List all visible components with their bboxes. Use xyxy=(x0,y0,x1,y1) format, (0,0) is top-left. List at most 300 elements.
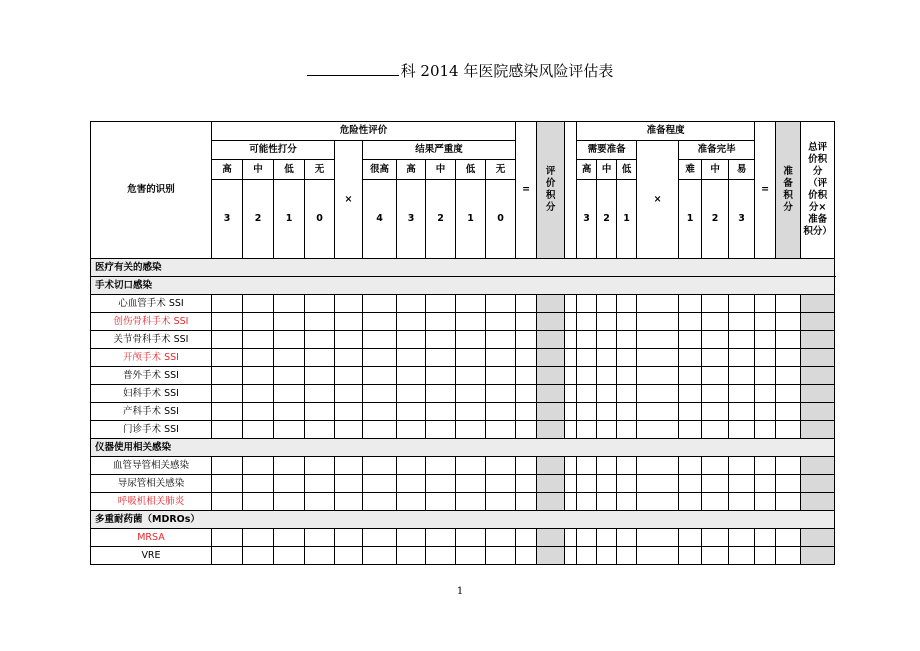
score-cell[interactable] xyxy=(397,547,426,565)
score-cell[interactable] xyxy=(577,331,597,349)
score-cell[interactable] xyxy=(755,547,776,565)
score-cell[interactable] xyxy=(755,529,776,547)
score-cell[interactable] xyxy=(577,475,597,493)
score-cell[interactable] xyxy=(397,421,426,439)
score-cell[interactable] xyxy=(679,529,702,547)
prep-score-cell[interactable] xyxy=(801,403,835,421)
prep-score-cell[interactable] xyxy=(801,349,835,367)
score-cell[interactable] xyxy=(212,331,243,349)
score-cell[interactable] xyxy=(397,367,426,385)
score-cell[interactable] xyxy=(776,313,801,331)
section-title: 医疗有关的感染 xyxy=(91,259,835,277)
score-cell[interactable] xyxy=(637,367,679,385)
score-cell[interactable] xyxy=(729,493,755,511)
score-cell[interactable] xyxy=(729,313,755,331)
score-cell[interactable] xyxy=(486,295,516,313)
score-cell[interactable] xyxy=(637,295,679,313)
score-cell xyxy=(565,403,577,421)
score-cell[interactable] xyxy=(637,493,679,511)
score-cell[interactable] xyxy=(274,385,305,403)
score-cell[interactable] xyxy=(776,331,801,349)
score-cell[interactable] xyxy=(702,367,729,385)
score-cell[interactable] xyxy=(426,457,456,475)
score-cell[interactable] xyxy=(486,403,516,421)
score-cell[interactable] xyxy=(363,367,397,385)
score-cell[interactable] xyxy=(577,529,597,547)
score-cell[interactable] xyxy=(305,349,335,367)
score-cell[interactable] xyxy=(702,529,729,547)
score-cell[interactable] xyxy=(274,295,305,313)
score-cell[interactable] xyxy=(426,313,456,331)
score-cell[interactable] xyxy=(212,313,243,331)
prep-score-cell[interactable] xyxy=(801,475,835,493)
score-cell[interactable] xyxy=(577,349,597,367)
score-cell[interactable] xyxy=(755,403,776,421)
score-cell[interactable] xyxy=(617,313,637,331)
eval-score-cell[interactable] xyxy=(537,313,565,331)
eval-score-cell[interactable] xyxy=(537,349,565,367)
score-cell[interactable] xyxy=(516,529,537,547)
prep-score-cell[interactable] xyxy=(801,457,835,475)
score-cell[interactable] xyxy=(305,403,335,421)
prep-score-cell[interactable] xyxy=(801,529,835,547)
score-cell[interactable] xyxy=(597,475,617,493)
score-cell[interactable] xyxy=(637,457,679,475)
score-cell[interactable] xyxy=(274,457,305,475)
score-cell[interactable] xyxy=(486,529,516,547)
score-cell[interactable] xyxy=(679,331,702,349)
score-cell[interactable] xyxy=(305,457,335,475)
score-cell[interactable] xyxy=(243,295,274,313)
score-cell[interactable] xyxy=(617,349,637,367)
score-cell[interactable] xyxy=(597,493,617,511)
prep-score-cell[interactable] xyxy=(801,295,835,313)
score-cell[interactable] xyxy=(597,547,617,565)
prob-score: 0 xyxy=(305,180,335,259)
score-cell[interactable] xyxy=(755,331,776,349)
score-cell[interactable] xyxy=(702,295,729,313)
score-cell[interactable] xyxy=(702,385,729,403)
score-cell[interactable] xyxy=(243,385,274,403)
prep-score-cell[interactable] xyxy=(801,313,835,331)
prep-score-cell[interactable] xyxy=(801,331,835,349)
score-cell[interactable] xyxy=(516,421,537,439)
score-cell[interactable] xyxy=(426,385,456,403)
done-score: 2 xyxy=(702,180,729,259)
score-cell[interactable] xyxy=(426,529,456,547)
section-title: 手术切口感染 xyxy=(91,277,835,295)
score-cell[interactable] xyxy=(486,349,516,367)
score-cell[interactable] xyxy=(274,313,305,331)
score-cell[interactable] xyxy=(679,403,702,421)
score-cell[interactable] xyxy=(755,475,776,493)
score-cell[interactable] xyxy=(305,529,335,547)
score-cell[interactable] xyxy=(305,313,335,331)
score-cell[interactable] xyxy=(617,457,637,475)
prep-score-cell[interactable] xyxy=(801,367,835,385)
score-cell[interactable] xyxy=(516,295,537,313)
score-cell[interactable] xyxy=(577,385,597,403)
hazard-label: 导尿管相关感染 xyxy=(91,475,212,493)
score-cell[interactable] xyxy=(426,493,456,511)
score-cell[interactable] xyxy=(243,475,274,493)
score-cell[interactable] xyxy=(679,547,702,565)
score-cell[interactable] xyxy=(243,457,274,475)
score-cell[interactable] xyxy=(755,313,776,331)
score-cell[interactable] xyxy=(243,313,274,331)
score-cell[interactable] xyxy=(426,547,456,565)
score-cell[interactable] xyxy=(702,475,729,493)
score-cell[interactable] xyxy=(729,547,755,565)
score-cell[interactable] xyxy=(456,403,486,421)
score-cell[interactable] xyxy=(363,349,397,367)
score-cell[interactable] xyxy=(363,493,397,511)
score-cell[interactable] xyxy=(212,421,243,439)
score-cell[interactable] xyxy=(456,349,486,367)
score-cell[interactable] xyxy=(679,475,702,493)
score-cell[interactable] xyxy=(516,493,537,511)
score-cell[interactable] xyxy=(486,385,516,403)
score-cell[interactable] xyxy=(597,385,617,403)
prep-score-cell[interactable] xyxy=(801,385,835,403)
score-cell[interactable] xyxy=(335,295,363,313)
score-cell[interactable] xyxy=(305,493,335,511)
table-row xyxy=(91,403,835,421)
score-cell[interactable] xyxy=(426,403,456,421)
score-cell[interactable] xyxy=(755,421,776,439)
score-cell[interactable] xyxy=(776,421,801,439)
score-cell[interactable] xyxy=(397,295,426,313)
score-cell[interactable] xyxy=(577,493,597,511)
score-cell[interactable] xyxy=(456,529,486,547)
score-cell[interactable] xyxy=(212,457,243,475)
score-cell[interactable] xyxy=(486,547,516,565)
score-cell[interactable] xyxy=(776,295,801,313)
score-cell[interactable] xyxy=(597,313,617,331)
prep-score-cell[interactable] xyxy=(801,493,835,511)
score-cell[interactable] xyxy=(637,529,679,547)
score-cell[interactable] xyxy=(335,349,363,367)
score-cell[interactable] xyxy=(274,421,305,439)
score-cell[interactable] xyxy=(679,367,702,385)
score-cell[interactable] xyxy=(679,385,702,403)
score-cell[interactable] xyxy=(243,529,274,547)
score-cell[interactable] xyxy=(212,547,243,565)
score-cell[interactable] xyxy=(702,331,729,349)
score-cell[interactable] xyxy=(456,493,486,511)
score-cell[interactable] xyxy=(617,547,637,565)
eval-score-cell[interactable] xyxy=(537,493,565,511)
score-cell[interactable] xyxy=(776,529,801,547)
score-cell[interactable] xyxy=(702,421,729,439)
eval-score-cell[interactable] xyxy=(537,385,565,403)
score-cell[interactable] xyxy=(755,295,776,313)
score-cell[interactable] xyxy=(363,385,397,403)
prep-score-cell[interactable] xyxy=(801,547,835,565)
score-cell[interactable] xyxy=(729,349,755,367)
score-cell[interactable] xyxy=(335,367,363,385)
score-cell[interactable] xyxy=(243,349,274,367)
score-cell[interactable] xyxy=(456,331,486,349)
prep-score-cell[interactable] xyxy=(801,421,835,439)
score-cell[interactable] xyxy=(729,403,755,421)
eval-score-cell[interactable] xyxy=(537,475,565,493)
score-cell[interactable] xyxy=(426,475,456,493)
score-cell[interactable] xyxy=(456,547,486,565)
score-cell[interactable] xyxy=(577,367,597,385)
score-cell[interactable] xyxy=(305,385,335,403)
score-cell[interactable] xyxy=(755,385,776,403)
eval-score-cell[interactable] xyxy=(537,547,565,565)
score-cell[interactable] xyxy=(212,295,243,313)
score-cell[interactable] xyxy=(516,475,537,493)
score-cell[interactable] xyxy=(397,457,426,475)
score-cell[interactable] xyxy=(335,313,363,331)
score-cell[interactable] xyxy=(335,421,363,439)
score-cell[interactable] xyxy=(363,547,397,565)
score-cell[interactable] xyxy=(617,493,637,511)
score-cell[interactable] xyxy=(397,331,426,349)
score-cell[interactable] xyxy=(597,421,617,439)
score-cell[interactable] xyxy=(397,385,426,403)
score-cell[interactable] xyxy=(274,367,305,385)
score-cell[interactable] xyxy=(305,331,335,349)
score-cell[interactable] xyxy=(363,457,397,475)
score-cell[interactable] xyxy=(486,475,516,493)
score-cell[interactable] xyxy=(243,493,274,511)
score-cell[interactable] xyxy=(702,493,729,511)
score-cell[interactable] xyxy=(486,367,516,385)
score-cell[interactable] xyxy=(212,529,243,547)
score-cell[interactable] xyxy=(617,331,637,349)
score-cell[interactable] xyxy=(274,529,305,547)
score-cell[interactable] xyxy=(335,385,363,403)
score-cell[interactable] xyxy=(486,331,516,349)
table-row xyxy=(91,421,835,439)
score-cell[interactable] xyxy=(637,475,679,493)
score-cell[interactable] xyxy=(755,367,776,385)
score-cell[interactable] xyxy=(597,349,617,367)
score-cell[interactable] xyxy=(426,295,456,313)
eval-score-cell[interactable] xyxy=(537,529,565,547)
score-cell[interactable] xyxy=(274,475,305,493)
score-cell[interactable] xyxy=(243,403,274,421)
score-cell[interactable] xyxy=(456,313,486,331)
score-cell[interactable] xyxy=(755,457,776,475)
score-cell[interactable] xyxy=(617,421,637,439)
score-cell[interactable] xyxy=(456,421,486,439)
score-cell[interactable] xyxy=(274,493,305,511)
score-cell[interactable] xyxy=(243,421,274,439)
score-cell[interactable] xyxy=(363,475,397,493)
score-cell[interactable] xyxy=(755,349,776,367)
score-cell[interactable] xyxy=(776,547,801,565)
eval-score-cell[interactable] xyxy=(537,295,565,313)
score-cell[interactable] xyxy=(426,349,456,367)
score-cell[interactable] xyxy=(516,457,537,475)
score-cell[interactable] xyxy=(243,367,274,385)
score-cell[interactable] xyxy=(729,367,755,385)
score-cell[interactable] xyxy=(397,529,426,547)
score-cell[interactable] xyxy=(335,529,363,547)
score-cell[interactable] xyxy=(397,349,426,367)
score-cell[interactable] xyxy=(516,313,537,331)
score-cell[interactable] xyxy=(679,295,702,313)
score-cell[interactable] xyxy=(243,547,274,565)
score-cell[interactable] xyxy=(577,421,597,439)
score-cell[interactable] xyxy=(212,385,243,403)
score-cell[interactable] xyxy=(729,529,755,547)
score-cell[interactable] xyxy=(516,367,537,385)
score-cell[interactable] xyxy=(274,547,305,565)
eval-score-cell[interactable] xyxy=(537,367,565,385)
score-cell[interactable] xyxy=(577,547,597,565)
score-cell[interactable] xyxy=(597,295,617,313)
score-cell[interactable] xyxy=(617,475,637,493)
score-cell[interactable] xyxy=(426,421,456,439)
score-cell[interactable] xyxy=(617,403,637,421)
score-cell[interactable] xyxy=(617,367,637,385)
score-cell[interactable] xyxy=(637,547,679,565)
score-cell[interactable] xyxy=(397,493,426,511)
score-cell[interactable] xyxy=(637,385,679,403)
need-level: 中 xyxy=(597,160,617,180)
score-cell[interactable] xyxy=(456,295,486,313)
score-cell[interactable] xyxy=(397,403,426,421)
score-cell[interactable] xyxy=(597,457,617,475)
score-cell[interactable] xyxy=(597,403,617,421)
score-cell[interactable] xyxy=(243,331,274,349)
score-cell[interactable] xyxy=(305,421,335,439)
score-cell[interactable] xyxy=(637,331,679,349)
score-cell[interactable] xyxy=(679,313,702,331)
score-cell[interactable] xyxy=(617,529,637,547)
score-cell[interactable] xyxy=(397,475,426,493)
score-cell[interactable] xyxy=(637,403,679,421)
score-cell[interactable] xyxy=(776,385,801,403)
score-cell[interactable] xyxy=(729,421,755,439)
score-cell[interactable] xyxy=(335,493,363,511)
score-cell[interactable] xyxy=(212,367,243,385)
score-cell[interactable] xyxy=(363,403,397,421)
score-cell[interactable] xyxy=(516,547,537,565)
score-cell[interactable] xyxy=(597,529,617,547)
score-cell[interactable] xyxy=(274,349,305,367)
done-score: 1 xyxy=(679,180,702,259)
score-cell[interactable] xyxy=(729,331,755,349)
score-cell[interactable] xyxy=(577,313,597,331)
score-cell[interactable] xyxy=(486,457,516,475)
score-cell[interactable] xyxy=(456,457,486,475)
score-cell[interactable] xyxy=(456,385,486,403)
score-cell[interactable] xyxy=(617,385,637,403)
score-cell[interactable] xyxy=(335,457,363,475)
eval-score-cell[interactable] xyxy=(537,403,565,421)
score-cell[interactable] xyxy=(617,295,637,313)
score-cell[interactable] xyxy=(516,349,537,367)
score-cell[interactable] xyxy=(729,475,755,493)
score-cell[interactable] xyxy=(305,547,335,565)
score-cell[interactable] xyxy=(702,547,729,565)
department-blank[interactable] xyxy=(307,61,399,76)
score-cell[interactable] xyxy=(729,295,755,313)
score-cell[interactable] xyxy=(363,529,397,547)
score-cell[interactable] xyxy=(755,493,776,511)
score-cell[interactable] xyxy=(516,403,537,421)
score-cell[interactable] xyxy=(363,331,397,349)
score-cell[interactable] xyxy=(597,367,617,385)
score-cell[interactable] xyxy=(486,313,516,331)
score-cell[interactable] xyxy=(363,313,397,331)
score-cell[interactable] xyxy=(486,493,516,511)
score-cell[interactable] xyxy=(637,313,679,331)
score-cell[interactable] xyxy=(577,403,597,421)
score-cell[interactable] xyxy=(212,403,243,421)
score-cell[interactable] xyxy=(274,403,305,421)
score-cell[interactable] xyxy=(776,475,801,493)
score-cell[interactable] xyxy=(577,457,597,475)
score-cell[interactable] xyxy=(597,331,617,349)
sev-level: 高 xyxy=(397,160,426,180)
score-cell[interactable] xyxy=(776,367,801,385)
score-cell[interactable] xyxy=(397,313,426,331)
score-cell[interactable] xyxy=(516,385,537,403)
score-cell[interactable] xyxy=(335,547,363,565)
score-cell[interactable] xyxy=(679,421,702,439)
score-cell[interactable] xyxy=(679,457,702,475)
eval-score-cell[interactable] xyxy=(537,457,565,475)
score-cell[interactable] xyxy=(516,331,537,349)
score-cell[interactable] xyxy=(679,493,702,511)
score-cell[interactable] xyxy=(212,493,243,511)
score-cell[interactable] xyxy=(363,421,397,439)
score-cell[interactable] xyxy=(679,349,702,367)
score-cell[interactable] xyxy=(702,313,729,331)
score-cell[interactable] xyxy=(776,457,801,475)
score-cell[interactable] xyxy=(305,475,335,493)
score-cell[interactable] xyxy=(702,457,729,475)
score-cell[interactable] xyxy=(776,403,801,421)
section-header-row xyxy=(91,277,835,295)
score-cell[interactable] xyxy=(335,475,363,493)
score-cell[interactable] xyxy=(702,403,729,421)
score-cell[interactable] xyxy=(426,331,456,349)
score-cell[interactable] xyxy=(577,295,597,313)
score-cell[interactable] xyxy=(637,421,679,439)
score-cell[interactable] xyxy=(363,295,397,313)
eval-score-cell[interactable] xyxy=(537,331,565,349)
score-cell[interactable] xyxy=(702,349,729,367)
score-cell[interactable] xyxy=(335,331,363,349)
score-cell[interactable] xyxy=(456,367,486,385)
score-cell[interactable] xyxy=(776,493,801,511)
score-cell[interactable] xyxy=(212,475,243,493)
score-cell[interactable] xyxy=(637,349,679,367)
score-cell[interactable] xyxy=(426,367,456,385)
score-cell[interactable] xyxy=(729,457,755,475)
score-cell[interactable] xyxy=(212,349,243,367)
score-cell[interactable] xyxy=(729,385,755,403)
score-cell[interactable] xyxy=(305,295,335,313)
table-row xyxy=(91,331,835,349)
score-cell[interactable] xyxy=(456,475,486,493)
score-cell[interactable] xyxy=(776,349,801,367)
score-cell[interactable] xyxy=(486,421,516,439)
score-cell[interactable] xyxy=(335,403,363,421)
score-cell[interactable] xyxy=(305,367,335,385)
score-cell[interactable] xyxy=(274,331,305,349)
eval-score-cell[interactable] xyxy=(537,421,565,439)
